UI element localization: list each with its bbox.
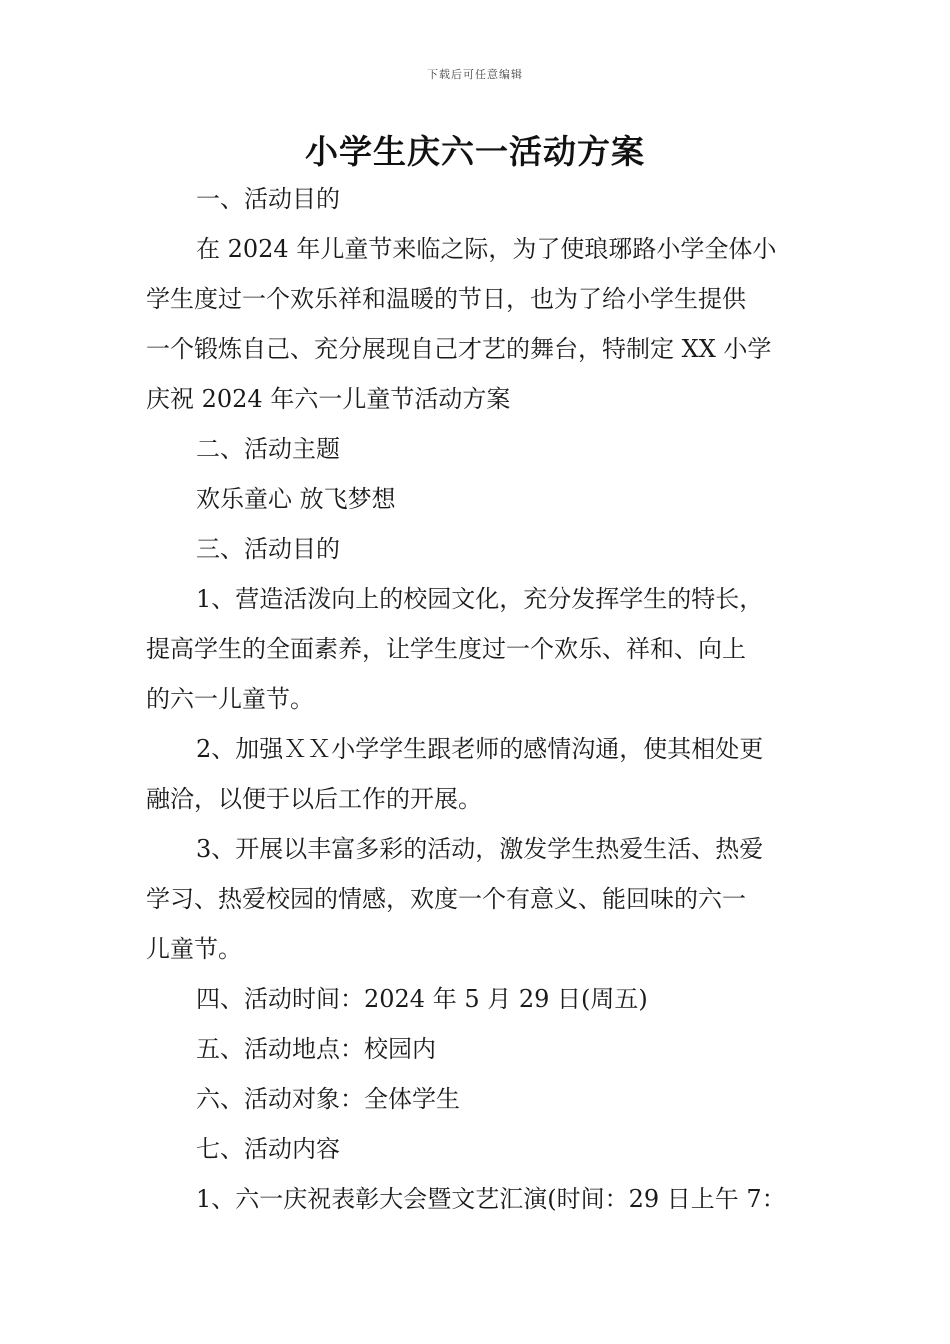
section-3-item-2-line-2: 融洽，以便于以后工作的开展。	[146, 785, 482, 813]
section-6-audience: 六、活动对象：全体学生	[196, 1085, 460, 1113]
section-3-heading: 三、活动目的	[196, 535, 340, 563]
document-body	[146, 174, 810, 1224]
section-4-time: 四、活动时间：2024 年 5 月 29 日(周五)	[196, 985, 648, 1013]
section-7-item-1: 1、六一庆祝表彰大会暨文艺汇演(时间：29 日上午 7：	[196, 1185, 786, 1213]
section-3-item-1-line-3: 的六一儿童节。	[146, 685, 314, 713]
header-note: 下载后可任意编辑	[427, 68, 523, 81]
document-title: 小学生庆六一活动方案	[305, 132, 645, 171]
section-3-item-3-line-2: 学习、热爱校园的情感，欢度一个有意义、能回味的六一	[146, 885, 746, 913]
section-2-heading: 二、活动主题	[196, 435, 340, 463]
section-3-item-3-line-1: 3、开展以丰富多彩的活动，激发学生热爱生活、热爱	[196, 835, 764, 863]
section-3-item-1-line-2: 提高学生的全面素养，让学生度过一个欢乐、祥和、向上	[146, 635, 746, 663]
section-1-body-line-3: 一个锻炼自己、充分展现自己才艺的舞台，特制定 XX 小学	[146, 335, 772, 363]
section-3-item-2-line-1: 2、加强ＸＸ小学学生跟老师的感情沟通，使其相处更	[196, 735, 764, 763]
section-1-body-line-2: 学生度过一个欢乐祥和温暖的节日，也为了给小学生提供	[146, 285, 746, 313]
section-1-heading: 一、活动目的	[196, 185, 340, 213]
section-1-body-line-4: 庆祝 2024 年六一儿童节活动方案	[146, 385, 511, 413]
section-2-theme: 欢乐童心 放飞梦想	[196, 485, 396, 513]
section-1-body-line-1: 在 2024 年儿童节来临之际，为了使琅琊路小学全体小	[196, 235, 777, 263]
section-5-location: 五、活动地点：校园内	[196, 1035, 436, 1063]
section-3-item-1-line-1: 1、营造活泼向上的校园文化，充分发挥学生的特长，	[196, 585, 764, 613]
section-3-item-3-line-3: 儿童节。	[146, 935, 242, 963]
section-7-heading: 七、活动内容	[196, 1135, 340, 1163]
